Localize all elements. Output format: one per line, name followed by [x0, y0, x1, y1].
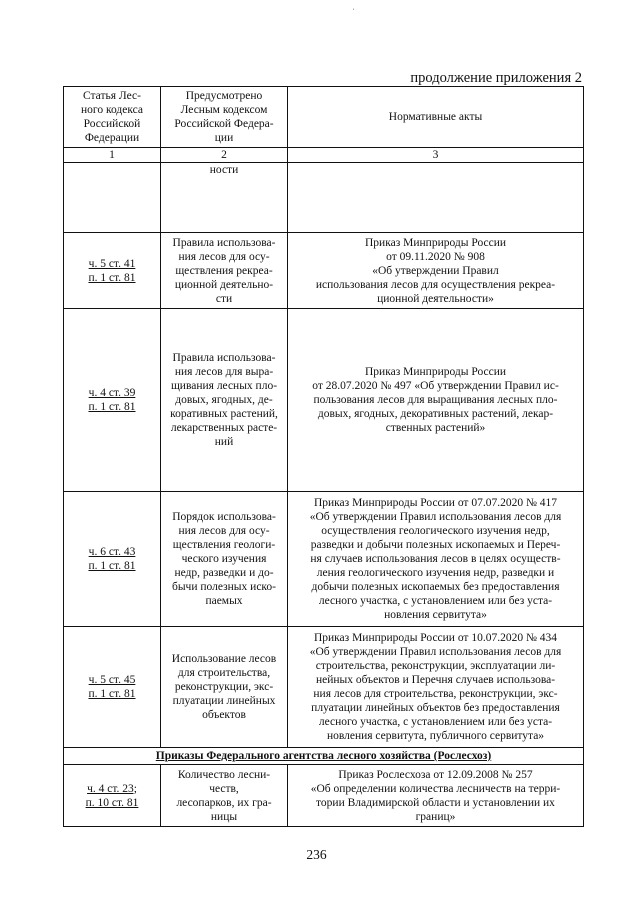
article-cell: [64, 163, 161, 233]
subject-cell: Правила использова- ния лесов для осу- ществления рекреа- ционной деятельно- сти: [161, 233, 288, 309]
article-cell[interactable]: ч. 4 ст. 39 п. 1 ст. 81: [64, 309, 161, 492]
subject-cell: Правила использова- ния лесов для выра- щивания лесных пло- довых, ягодных, де- коративных растений, лекарственных расте- ний: [161, 309, 288, 492]
article-cell[interactable]: ч. 6 ст. 43 п. 1 ст. 81: [64, 492, 161, 627]
acts-cell: Приказ Минприроды России от 28.07.2020 № 497 «Об утверждении Правил ис- пользования лесов для выращивания лесных пло- довых, ягодных, декоративных растений, лекар- ственных растений»: [288, 309, 584, 492]
acts-cell: Приказ Рослесхоза от 12.09.2008 № 257 «Об определении количества лесничеств на терри- тории Владимирской области и установлении их границ»: [288, 765, 584, 827]
acts-cell: Приказ Минприроды России от 09.11.2020 № 908 «Об утверждении Правил использования лесов для осуществления рекреа- ционной деятельности»: [288, 233, 584, 309]
acts-cell: Приказ Минприроды России от 10.07.2020 № 434 «Об утверждении Правил использования лесов для строительства, реконструкции, эксплуатации ли- нейных объектов и Перечня случаев использова- ния лесов для строительства, реконструкции, экс- плуатации линейных объектов без предоставления лесного участка, с установлением или без уста- новления сервитута, публичного сервитута»: [288, 627, 584, 748]
header-acts: Нормативные акты: [288, 87, 584, 148]
regulations-table: [63, 86, 584, 827]
subject-cell: Использование лесов для строительства, реконструкции, экс- плуатации линейных объектов: [161, 627, 288, 748]
article-cell[interactable]: ч. 5 ст. 45 п. 1 ст. 81: [64, 627, 161, 748]
header-row: [64, 87, 584, 148]
column-number: 2: [161, 148, 288, 163]
table-row: [64, 309, 584, 492]
acts-cell: Приказ Минприроды России от 07.07.2020 № 417 «Об утверждении Правил использования лесов для осуществления геологического изучения недр, разведки и добычи полезных ископаемых и Переч- ня случаев использования лесов в целях осуществ- ления геологического изучения недр, разведки и добычи полезных ископаемых без предоставления лесного участка, с установлением или без уста- новления сервитута»: [288, 492, 584, 627]
header-article: Статья Лес- ного кодекса Российской Федерации: [64, 87, 161, 148]
subject-cell: Количество лесни- честв, лесопарков, их гра- ницы: [161, 765, 288, 827]
article-cell[interactable]: ч. 5 ст. 41 п. 1 ст. 81: [64, 233, 161, 309]
section-title: Приказы Федерального агентства лесного хозяйства (Рослесхоз): [64, 748, 584, 765]
page-number: 236: [306, 847, 327, 862]
column-number-row: [64, 148, 584, 163]
header-provided: Предусмотрено Лесным кодексом Российской Федера- ции: [161, 87, 288, 148]
table-row: [64, 627, 584, 748]
section-row: [64, 748, 584, 765]
table-row: [64, 163, 584, 233]
table-row: [64, 233, 584, 309]
subject-cell: Порядок использова- ния лесов для осу- ществления геологи- ческого изучения недр, разведки и до- бычи полезных иско- паемых: [161, 492, 288, 627]
continuation-label: продолжение приложения 2: [410, 70, 582, 86]
scan-speck: ˈ: [352, 7, 355, 17]
table-row: [64, 765, 584, 827]
article-cell[interactable]: ч. 4 ст. 23; п. 10 ст. 81: [64, 765, 161, 827]
subject-cell: ности: [161, 163, 288, 233]
column-number: 3: [288, 148, 584, 163]
acts-cell: [288, 163, 584, 233]
table-row: [64, 492, 584, 627]
column-number: 1: [64, 148, 161, 163]
